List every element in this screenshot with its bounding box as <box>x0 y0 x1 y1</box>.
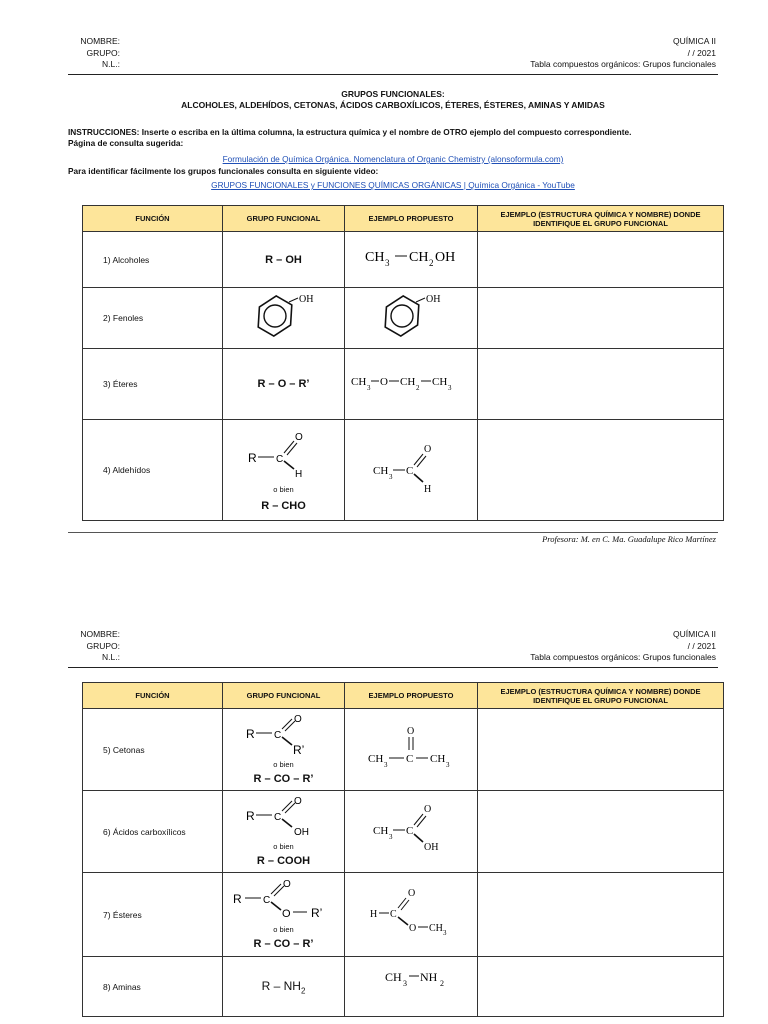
funcion-cell: 8) Aminas <box>83 957 223 1017</box>
header-left-labels-2 <box>62 629 120 664</box>
svg-text:R’: R’ <box>310 906 322 920</box>
ejemplo-cell <box>345 873 478 957</box>
label-nl: N.L.: <box>102 59 120 69</box>
grupo-cell <box>223 420 345 521</box>
svg-text:3: 3 <box>446 761 450 769</box>
answer-cell[interactable] <box>478 791 724 873</box>
table-header-row <box>83 683 724 709</box>
col-grupo-funcional: GRUPO FUNCIONAL <box>223 206 345 232</box>
svg-text:3: 3 <box>385 258 390 268</box>
svg-text:3: 3 <box>403 979 407 988</box>
svg-text:OH: OH <box>424 842 439 853</box>
svg-text:O: O <box>380 375 388 388</box>
grupo-alt: R – CHO <box>261 499 306 512</box>
grupo-alt: R – CO – R’ <box>253 773 314 785</box>
svg-text:C: C <box>406 464 414 477</box>
funcion-cell: 3) Éteres <box>83 349 223 420</box>
phenol-example-structure <box>371 290 451 342</box>
answer-cell[interactable] <box>478 873 724 957</box>
ejemplo-cell <box>345 420 478 521</box>
col-ejemplo-alumno: EJEMPLO (ESTRUCTURA QUÍMICA Y NOMBRE) DONDE IDENTIFIQUE EL GRUPO FUNCIONAL <box>478 206 724 232</box>
link-alonsoformula[interactable]: Formulación de Química Orgánica. Nomenclatura of Organic Chemistry (alonsoformula.com) <box>222 154 564 164</box>
funcion-cell: 5) Cetonas <box>83 709 223 791</box>
svg-text:C: C <box>273 812 281 823</box>
date: / / 2021 <box>687 47 716 58</box>
footer-rule <box>68 532 718 533</box>
table-row <box>83 349 724 420</box>
grupo-alt: R – COOH <box>256 855 311 867</box>
svg-text:CH: CH <box>409 250 429 265</box>
svg-text:OH: OH <box>298 293 313 305</box>
svg-text:3: 3 <box>448 383 452 392</box>
grupo-cell <box>223 709 345 791</box>
acetone-structure <box>356 722 466 772</box>
svg-text:C: C <box>273 730 281 741</box>
svg-text:CH: CH <box>365 250 385 265</box>
svg-text:CH: CH <box>373 464 389 477</box>
svg-text:C: C <box>262 895 270 906</box>
table-row <box>83 791 724 873</box>
label-grupo: GRUPO: <box>86 47 120 58</box>
aldehyde-group-structure <box>244 429 324 485</box>
subtitle: Tabla compuestos orgánicos: Grupos funcionales <box>530 59 716 69</box>
carboxylic-group-structure <box>242 796 326 842</box>
link-youtube[interactable]: GRUPOS FUNCIONALES y FUNCIONES QUÍMICAS ORGÁNICAS | Química Orgánica - YouTube <box>211 180 575 190</box>
col-ejemplo-propuesto: EJEMPLO PROPUESTO <box>345 683 478 709</box>
instructions-line1: INSTRUCCIONES: Inserte o escriba en la última columna, la estructura química y el nombre de OTRO ejemplo del compuesto correspondiente. <box>68 127 632 137</box>
svg-text:O: O <box>424 443 432 455</box>
svg-text:NH: NH <box>420 970 438 984</box>
svg-text:3: 3 <box>443 929 447 937</box>
svg-text:O: O <box>281 908 291 920</box>
svg-text:3: 3 <box>389 833 393 841</box>
col-ejemplo-propuesto: EJEMPLO PROPUESTO <box>345 206 478 232</box>
svg-text:R: R <box>245 809 255 823</box>
grupo-cell: R – OH <box>223 232 345 288</box>
date: / / 2021 <box>687 640 716 651</box>
svg-text:C: C <box>275 453 283 465</box>
svg-text:CH: CH <box>430 753 446 765</box>
svg-text:R: R <box>247 450 257 465</box>
page-title <box>68 89 718 111</box>
svg-text:O: O <box>409 923 417 934</box>
answer-cell[interactable] <box>478 709 724 791</box>
svg-text:H: H <box>424 483 432 495</box>
svg-text:2: 2 <box>416 383 420 392</box>
grupo-cell: R – O – R’ <box>223 349 345 420</box>
answer-cell[interactable] <box>478 349 724 420</box>
svg-text:CH: CH <box>368 753 384 765</box>
o-bien-label: o bien <box>273 484 294 494</box>
label-nombre: NOMBRE: <box>80 629 120 639</box>
header-right <box>396 36 716 71</box>
svg-text:H: H <box>370 909 378 920</box>
subject: QUÍMICA II <box>673 629 716 639</box>
ejemplo-cell <box>345 709 478 791</box>
ejemplo-cell <box>345 288 478 349</box>
acetic-acid-structure <box>361 802 461 856</box>
svg-text:O: O <box>282 879 291 890</box>
title-line2: ALCOHOLES, ALDEHÍDOS, CETONAS, ÁCIDOS CARBOXÍLICOS, ÉTERES, ÉSTERES, AMINAS Y AMIDAS <box>181 100 605 110</box>
svg-text:R’: R’ <box>292 743 304 757</box>
o-bien-label: o bien <box>273 760 294 769</box>
phenol-structure <box>244 290 324 342</box>
methyl-formate-structure <box>356 885 466 939</box>
ejemplo-cell <box>345 232 478 288</box>
title-line1: GRUPOS FUNCIONALES: <box>341 89 445 99</box>
table-row <box>83 709 724 791</box>
svg-text:2: 2 <box>440 979 444 988</box>
instructions <box>68 127 718 148</box>
svg-text:CH: CH <box>400 375 416 388</box>
grupo-alt: R – CO – R’ <box>253 938 314 950</box>
funcion-cell: 7) Ésteres <box>83 873 223 957</box>
footer-teacher: Profesora: M. en C. Ma. Guadalupe Rico Martínez <box>542 534 716 544</box>
ethanol-structure <box>351 239 471 275</box>
label-nombre: NOMBRE: <box>80 36 120 46</box>
ejemplo-cell <box>345 957 478 1017</box>
answer-cell[interactable] <box>478 420 724 521</box>
table-row <box>83 957 724 1017</box>
answer-cell[interactable] <box>478 232 724 288</box>
o-bien-label: o bien <box>273 842 294 851</box>
svg-text:CH: CH <box>373 825 389 837</box>
col-ejemplo-alumno: EJEMPLO (ESTRUCTURA QUÍMICA Y NOMBRE) DONDE IDENTIFIQUE EL GRUPO FUNCIONAL <box>478 683 724 709</box>
svg-text:3: 3 <box>389 472 393 481</box>
svg-text:H: H <box>294 468 302 480</box>
funcion-cell: 2) Fenoles <box>83 288 223 349</box>
svg-text:OH: OH <box>426 293 441 305</box>
svg-text:CH: CH <box>385 970 402 984</box>
svg-text:O: O <box>408 888 416 899</box>
svg-text:C: C <box>390 909 397 920</box>
svg-text:C: C <box>406 825 414 837</box>
svg-text:3: 3 <box>384 761 388 769</box>
grupo-cell <box>223 957 345 1017</box>
ejemplo-cell <box>345 791 478 873</box>
svg-text:OH: OH <box>293 827 309 838</box>
grupo-cell <box>223 873 345 957</box>
svg-text:O: O <box>407 726 415 737</box>
table-header-row <box>83 206 724 232</box>
header-rule <box>68 74 718 75</box>
funcion-cell: 4) Aldehídos <box>83 420 223 521</box>
functional-groups-table-1 <box>82 205 724 521</box>
table-row <box>83 420 724 521</box>
ketone-group-structure <box>242 714 326 760</box>
col-funcion: FUNCIÓN <box>83 206 223 232</box>
acetaldehyde-structure <box>361 438 461 498</box>
header-right-2 <box>396 629 716 664</box>
svg-text:2: 2 <box>429 258 434 268</box>
ejemplo-cell <box>345 349 478 420</box>
ether-structure <box>347 367 475 397</box>
ester-group-structure <box>229 879 339 925</box>
answer-cell[interactable] <box>478 957 724 1017</box>
svg-text:O: O <box>293 796 302 807</box>
svg-text:R: R <box>245 727 255 741</box>
col-funcion: FUNCIÓN <box>83 683 223 709</box>
svg-text:O: O <box>424 804 432 815</box>
table-row <box>83 288 724 349</box>
header-rule-2 <box>68 667 718 668</box>
funcion-cell: 6) Ácidos carboxílicos <box>83 791 223 873</box>
grupo-cell <box>223 288 345 349</box>
svg-text:C: C <box>406 753 414 765</box>
o-bien-label: o bien <box>273 925 294 934</box>
grupo-cell <box>223 791 345 873</box>
svg-text:CH: CH <box>351 375 367 388</box>
col-grupo-funcional: GRUPO FUNCIONAL <box>223 683 345 709</box>
methylamine-structure <box>361 965 461 991</box>
label-grupo: GRUPO: <box>86 640 120 651</box>
svg-text:O: O <box>294 431 303 443</box>
table-row <box>83 232 724 288</box>
svg-text:O: O <box>293 714 302 725</box>
svg-text:3: 3 <box>367 383 371 392</box>
instructions-line3: Para identificar fácilmente los grupos funcionales consulta en siguiente video: <box>68 166 379 176</box>
svg-text:R: R <box>232 892 242 906</box>
svg-text:OH: OH <box>435 250 456 265</box>
subject: QUÍMICA II <box>673 36 716 46</box>
subtitle: Tabla compuestos orgánicos: Grupos funcionales <box>530 652 716 662</box>
svg-text:CH: CH <box>429 923 443 934</box>
svg-text:CH: CH <box>432 375 448 388</box>
header-left-labels <box>62 36 120 71</box>
label-nl: N.L.: <box>102 652 120 662</box>
table-row <box>83 873 724 957</box>
amine-group-formula: R – $NH_2$ <box>261 979 306 996</box>
functional-groups-table-2 <box>82 682 724 1017</box>
instructions-line2: Página de consulta sugerida: <box>68 137 184 148</box>
answer-cell[interactable] <box>478 288 724 349</box>
funcion-cell: 1) Alcoholes <box>83 232 223 288</box>
